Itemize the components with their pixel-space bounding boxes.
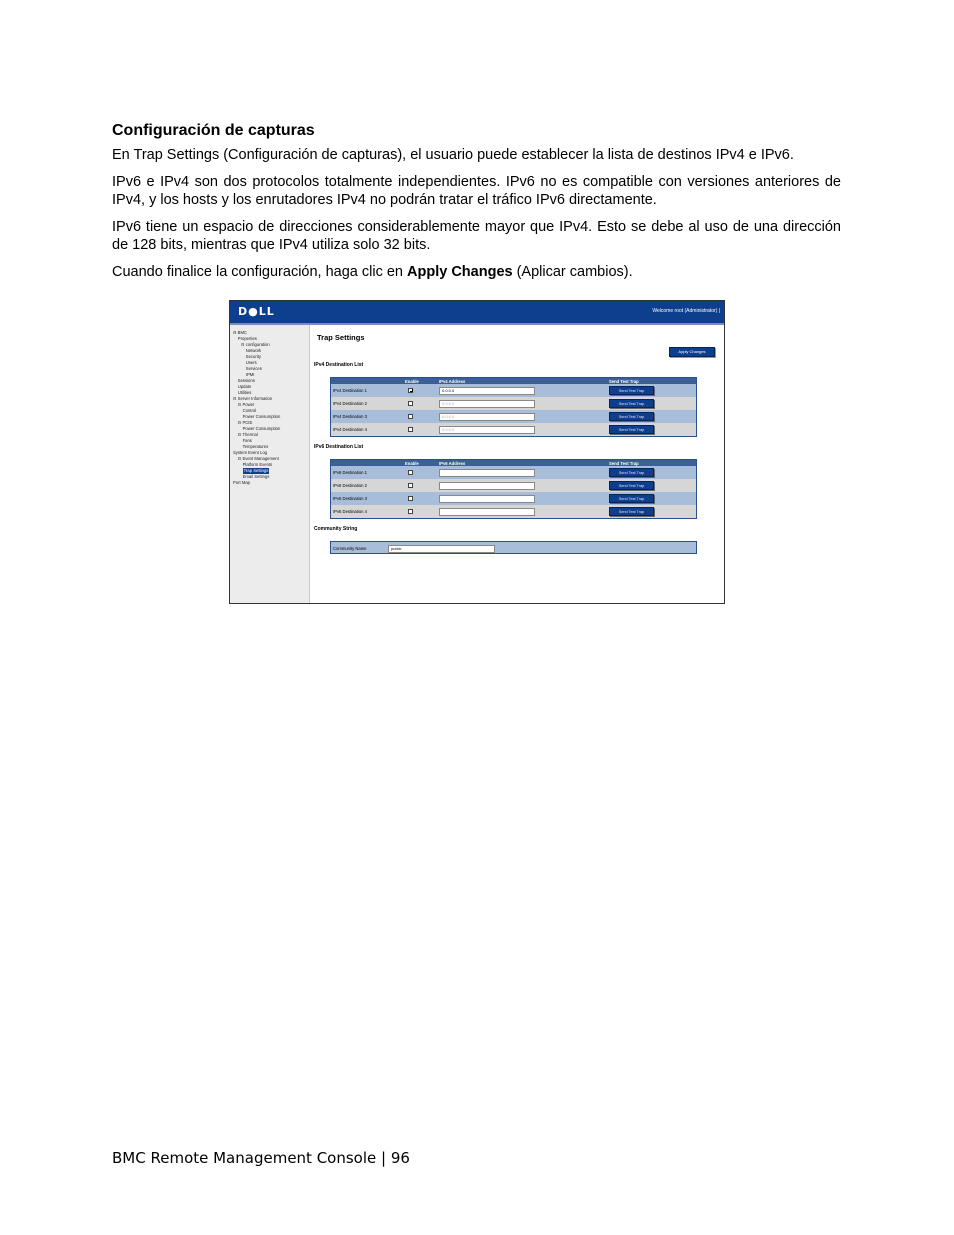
tree-item-label: Temperatures [242,444,269,449]
page-title: Trap Settings [317,333,365,342]
ipv6-address-field[interactable] [439,508,535,516]
header-bar [230,301,724,323]
ipv4-table-row [331,423,696,436]
tree-item-label: Control [242,408,257,413]
tree-item-label: Fans [242,438,252,443]
send-test-trap-button[interactable]: Send Test Trap [609,399,654,408]
page-footer: BMC Remote Management Console | 96 [112,1149,410,1167]
ipv6-address-field[interactable] [439,482,535,490]
ipv6-enable-checkbox[interactable] [408,483,413,488]
ipv4-address-field[interactable]: 0.0.0.0 [439,400,535,408]
community-name-input[interactable] [388,545,495,553]
tree-item-label: ⊟ Event Management [237,456,279,461]
ipv6-destination-label: IPv6 Destination 3 [333,496,367,501]
tree-item-label: Sessions [237,378,255,383]
tree-item[interactable] [233,480,280,486]
ipv4-address-field[interactable]: 0.0.0.0 [439,426,535,434]
ipv6-section-label: IPv6 Destination List [314,444,364,450]
tree-item-label: Utilities [237,390,252,395]
ipv6-destination-table [330,459,697,519]
send-test-trap-button[interactable]: Send Test Trap [609,412,654,421]
tree-item-label: Port Map [233,480,250,485]
ipv4-enable-checkbox[interactable] [408,414,413,419]
tree-item-label: Network [245,348,262,353]
tree-item-label: ⊟ Thermal [237,432,258,437]
ipv4-address-field[interactable]: 0.0.0.0 [439,413,535,421]
ipv4-destination-label: IPv4 Destination 3 [333,414,367,419]
tree-item-label: Update [237,384,252,389]
ipv4-enable-checkbox[interactable] [408,427,413,432]
ipv6-enable-checkbox[interactable] [408,470,413,475]
section-heading: Configuración de capturas [112,122,315,139]
ipv4-section-label: IPv4 Destination List [314,362,364,368]
ipv4-enable-checkbox[interactable] [408,401,413,406]
tree-item-label: Platform Events [242,462,273,467]
navigation-tree [233,330,280,486]
community-row [330,541,697,554]
apply-text-post: (Aplicar cambios). [512,264,633,280]
ipv4-table-row [331,410,696,423]
apply-changes-button[interactable]: Apply Changes [669,347,715,357]
welcome-text: Welcome root (Administrator) | [652,308,720,314]
ipv4-col-send: Send Test Trap [609,378,639,384]
ipv6-enable-checkbox[interactable] [408,496,413,501]
ipv6-destination-label: IPv6 Destination 1 [333,470,367,475]
apply-text-bold: Apply Changes [407,264,513,280]
send-test-trap-button[interactable]: Send Test Trap [609,507,654,516]
ipv4-enable-checkbox[interactable] [408,388,413,393]
ipv6-col-address: IPv6 Address [439,460,466,466]
ipv6-table-row [331,492,696,505]
tree-item-label: IPMI [245,372,255,377]
paragraph-address-space: IPv6 tiene un espacio de direcciones considerablemente mayor que IPv4. Esto se debe al uso de una dirección de 128 bits, mientras que IPv4 utiliza solo 32 bits. [112,219,841,253]
ipv6-enable-checkbox[interactable] [408,509,413,514]
ipv6-address-field[interactable] [439,469,535,477]
ipv6-col-enable: Enable [405,460,419,466]
tree-item-label: ⊟ Server Information [233,396,273,401]
tree-item-label: ⊟ BMC [233,330,247,335]
send-test-trap-button[interactable]: Send Test Trap [609,481,654,490]
community-name-label: Community Name [333,546,367,551]
tree-item-label: ⊟ configuration [241,342,270,347]
tree-item-label: Services [245,366,262,371]
send-test-trap-button[interactable]: Send Test Trap [609,494,654,503]
paragraph-apply [112,263,841,281]
tree-item-label: System Event Log [233,450,267,455]
ipv4-address-field[interactable]: 0.0.0.0 [439,387,535,395]
ipv6-destination-label: IPv6 Destination 4 [333,509,367,514]
tree-item-label: Email Settings [242,474,270,479]
ipv4-destination-label: IPv4 Destination 2 [333,401,367,406]
tree-item-label: Properties [237,336,257,341]
community-section-label: Community String [314,526,358,532]
ipv6-address-field[interactable] [439,495,535,503]
tree-item-label: Users [245,360,257,365]
paragraph-intro: En Trap Settings (Configuración de capturas), el usuario puede establecer la lista de destinos IPv4 e IPv6. [112,147,794,163]
ipv4-col-enable: Enable [405,378,419,384]
apply-text-pre: Cuando finalice la configuración, haga clic en [112,264,408,280]
ipv4-destination-label: IPv4 Destination 1 [333,388,367,393]
tree-item-label: Power Consumption [242,426,281,431]
ipv6-table-row [331,466,696,479]
tree-item-label: Power Consumption [242,414,281,419]
ipv6-col-send: Send Test Trap [609,460,639,466]
ipv4-col-address: IPv4 Address [439,378,466,384]
dell-logo: D●LL [238,305,275,318]
tree-item-label: ⊟ Power [237,402,255,407]
ipv4-destination-table [330,377,697,437]
ipv4-table-row [331,384,696,397]
ipv6-destination-label: IPv6 Destination 2 [333,483,367,488]
ipv4-destination-label: IPv4 Destination 4 [333,427,367,432]
send-test-trap-button[interactable]: Send Test Trap [609,468,654,477]
ipv6-table-row [331,479,696,492]
paragraph-protocols: IPv6 e IPv4 son dos protocolos totalmente independientes. IPv6 no es compatible con versiones anteriores de IPv4, y los hosts y los enrutadores IPv4 no podrán tratar el tráfico IPv6 directamente. [112,174,841,208]
tree-item-label: ⊟ PCIE [237,420,253,425]
navigation-sidebar [230,325,310,603]
trap-settings-screenshot [229,300,725,604]
send-test-trap-button[interactable]: Send Test Trap [609,425,654,434]
ipv4-table-row [331,397,696,410]
ipv6-table-row [331,505,696,518]
tree-item-label: Security [245,354,261,359]
send-test-trap-button[interactable]: Send Test Trap [609,386,654,395]
tree-item-label: Trap Settings [243,468,269,473]
